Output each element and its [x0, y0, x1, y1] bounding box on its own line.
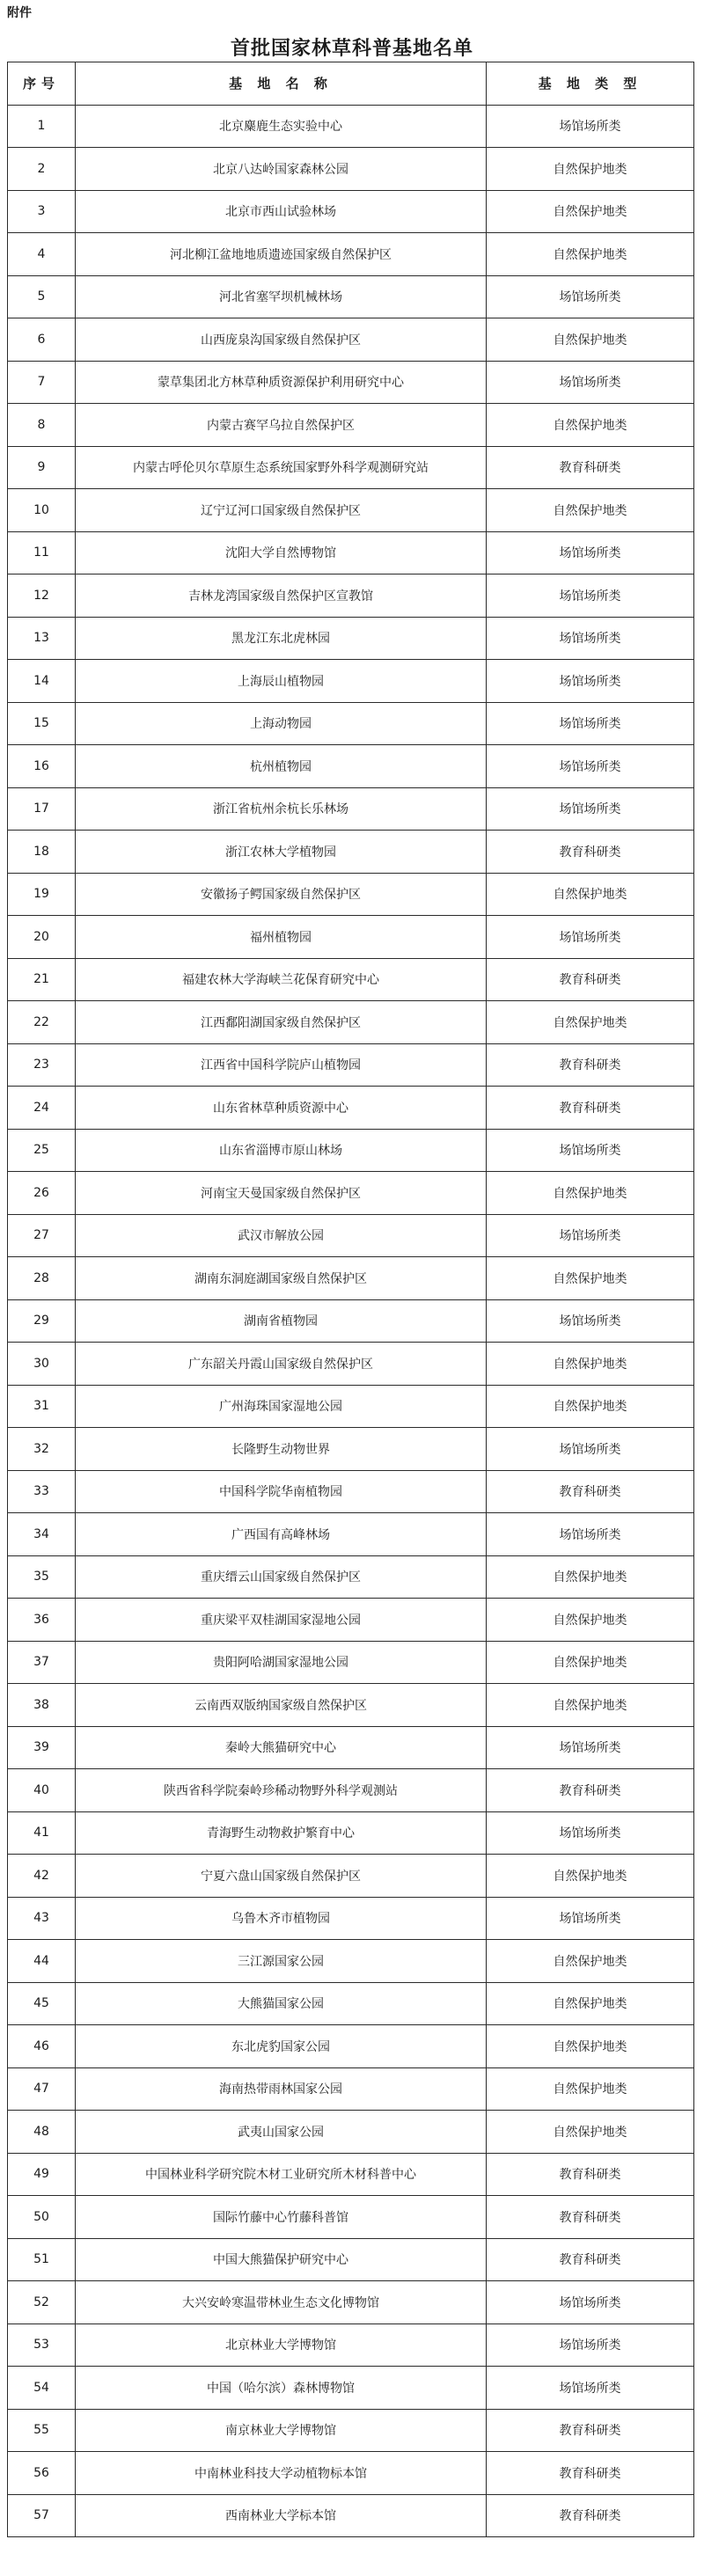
table-row	[8, 190, 694, 233]
row-base-name: 福州植物园	[76, 916, 487, 959]
table-row	[8, 1299, 694, 1343]
row-base-name: 中国林业科学研究院木材工业研究所木材科普中心	[76, 2153, 487, 2196]
row-index: 21	[8, 958, 76, 1001]
row-base-name: 蒙草集团北方林草种质资源保护利用研究中心	[76, 361, 487, 404]
row-index: 33	[8, 1470, 76, 1513]
row-base-type: 场馆场所类	[487, 702, 694, 745]
row-base-type: 教育科研类	[487, 2452, 694, 2495]
row-base-name: 国际竹藤中心竹藤科普馆	[76, 2196, 487, 2239]
table-row	[8, 2025, 694, 2068]
row-base-name: 安徽扬子鳄国家级自然保护区	[76, 873, 487, 916]
table-row	[8, 702, 694, 745]
row-index: 24	[8, 1087, 76, 1130]
row-index: 11	[8, 531, 76, 574]
row-index: 2	[8, 148, 76, 191]
row-base-type: 教育科研类	[487, 2409, 694, 2452]
table-row	[8, 2067, 694, 2111]
table-row	[8, 318, 694, 362]
row-index: 28	[8, 1257, 76, 1300]
table-row	[8, 1641, 694, 1684]
table-row	[8, 1940, 694, 1983]
row-base-name: 吉林龙湾国家级自然保护区宣教馆	[76, 574, 487, 618]
row-base-name: 三江源国家公园	[76, 1940, 487, 1983]
table-row	[8, 2153, 694, 2196]
row-base-name: 上海动物园	[76, 702, 487, 745]
row-index: 57	[8, 2494, 76, 2537]
row-base-name: 沈阳大学自然博物馆	[76, 531, 487, 574]
row-base-name: 武汉市解放公园	[76, 1214, 487, 1257]
row-index: 1	[8, 105, 76, 148]
row-base-name: 广州海珠国家湿地公园	[76, 1385, 487, 1428]
row-base-type: 自然保护地类	[487, 1172, 694, 1215]
row-index: 26	[8, 1172, 76, 1215]
row-index: 44	[8, 1940, 76, 1983]
row-index: 9	[8, 446, 76, 489]
row-base-name: 中国科学院华南植物园	[76, 1470, 487, 1513]
row-base-name: 中南林业科技大学动植物标本馆	[76, 2452, 487, 2495]
row-base-name: 浙江省杭州余杭长乐林场	[76, 787, 487, 831]
row-base-type: 教育科研类	[487, 2196, 694, 2239]
row-base-type: 场馆场所类	[487, 745, 694, 788]
header-index: 序号	[8, 62, 76, 106]
table-row	[8, 2196, 694, 2239]
row-base-name: 北京市西山试验林场	[76, 190, 487, 233]
table-row	[8, 1599, 694, 1642]
table-row	[8, 958, 694, 1001]
row-base-name: 乌鲁木齐市植物园	[76, 1897, 487, 1940]
row-base-name: 黑龙江东北虎林园	[76, 617, 487, 660]
row-base-name: 辽宁辽河口国家级自然保护区	[76, 489, 487, 532]
table-row	[8, 446, 694, 489]
row-index: 30	[8, 1343, 76, 1386]
row-index: 29	[8, 1299, 76, 1343]
table-row	[8, 105, 694, 148]
row-index: 39	[8, 1726, 76, 1769]
row-index: 46	[8, 2025, 76, 2068]
table-row	[8, 574, 694, 618]
table-row	[8, 745, 694, 788]
row-base-type: 自然保护地类	[487, 1343, 694, 1386]
table-row	[8, 2238, 694, 2281]
row-base-type: 自然保护地类	[487, 489, 694, 532]
row-base-type: 自然保护地类	[487, 1855, 694, 1898]
row-base-name: 浙江农林大学植物园	[76, 831, 487, 874]
row-base-name: 北京八达岭国家森林公园	[76, 148, 487, 191]
row-index: 31	[8, 1385, 76, 1428]
row-index: 17	[8, 787, 76, 831]
row-index: 53	[8, 2324, 76, 2367]
table-row	[8, 275, 694, 318]
row-index: 15	[8, 702, 76, 745]
row-base-type: 教育科研类	[487, 1087, 694, 1130]
row-base-name: 上海辰山植物园	[76, 660, 487, 703]
row-base-type: 场馆场所类	[487, 574, 694, 618]
table-row	[8, 148, 694, 191]
row-index: 34	[8, 1513, 76, 1556]
table-row	[8, 1214, 694, 1257]
row-base-name: 湖南东洞庭湖国家级自然保护区	[76, 1257, 487, 1300]
row-index: 27	[8, 1214, 76, 1257]
row-base-type: 自然保护地类	[487, 404, 694, 447]
row-index: 25	[8, 1129, 76, 1172]
row-base-type: 教育科研类	[487, 2153, 694, 2196]
row-base-type: 自然保护地类	[487, 2025, 694, 2068]
row-base-name: 南京林业大学博物馆	[76, 2409, 487, 2452]
row-index: 43	[8, 1897, 76, 1940]
row-index: 35	[8, 1555, 76, 1599]
table-row	[8, 787, 694, 831]
row-base-type: 自然保护地类	[487, 1385, 694, 1428]
row-base-type: 自然保护地类	[487, 873, 694, 916]
row-base-name: 福建农林大学海峡兰花保育研究中心	[76, 958, 487, 1001]
row-base-type: 教育科研类	[487, 2494, 694, 2537]
row-index: 45	[8, 1982, 76, 2025]
row-index: 55	[8, 2409, 76, 2452]
table-row	[8, 1043, 694, 1087]
row-base-type: 自然保护地类	[487, 1940, 694, 1983]
row-base-name: 广西国有高峰林场	[76, 1513, 487, 1556]
row-base-name: 山东省淄博市原山林场	[76, 1129, 487, 1172]
row-base-type: 自然保护地类	[487, 1982, 694, 2025]
table-row	[8, 233, 694, 276]
row-base-type: 场馆场所类	[487, 1726, 694, 1769]
row-base-name: 云南西双版纳国家级自然保护区	[76, 1684, 487, 1727]
table-row	[8, 2111, 694, 2154]
row-base-name: 长隆野生动物世界	[76, 1428, 487, 1471]
table-row	[8, 489, 694, 532]
row-base-type: 自然保护地类	[487, 1599, 694, 1642]
row-index: 20	[8, 916, 76, 959]
table-row	[8, 660, 694, 703]
row-base-type: 场馆场所类	[487, 1129, 694, 1172]
row-base-type: 自然保护地类	[487, 2067, 694, 2111]
row-index: 18	[8, 831, 76, 874]
row-base-type: 场馆场所类	[487, 787, 694, 831]
row-index: 54	[8, 2367, 76, 2410]
table-row	[8, 2367, 694, 2410]
row-index: 3	[8, 190, 76, 233]
row-index: 49	[8, 2153, 76, 2196]
row-base-type: 教育科研类	[487, 831, 694, 874]
row-base-name: 广东韶关丹霞山国家级自然保护区	[76, 1343, 487, 1386]
row-base-name: 杭州植物园	[76, 745, 487, 788]
row-base-name: 重庆梁平双桂湖国家湿地公园	[76, 1599, 487, 1642]
row-base-name: 内蒙古呼伦贝尔草原生态系统国家野外科学观测研究站	[76, 446, 487, 489]
row-base-type: 教育科研类	[487, 1043, 694, 1087]
row-index: 36	[8, 1599, 76, 1642]
table-row	[8, 1726, 694, 1769]
row-base-type: 自然保护地类	[487, 318, 694, 362]
row-base-type: 自然保护地类	[487, 1641, 694, 1684]
row-index: 32	[8, 1428, 76, 1471]
row-base-name: 海南热带雨林国家公园	[76, 2067, 487, 2111]
table-row	[8, 1897, 694, 1940]
document-title: 首批国家林草科普基地名单	[230, 37, 473, 60]
row-index: 37	[8, 1641, 76, 1684]
table-row	[8, 1087, 694, 1130]
row-base-type: 场馆场所类	[487, 2281, 694, 2324]
base-list-table	[7, 62, 694, 2537]
row-base-type: 场馆场所类	[487, 1897, 694, 1940]
row-base-type: 场馆场所类	[487, 1299, 694, 1343]
table-row	[8, 2324, 694, 2367]
row-index: 12	[8, 574, 76, 618]
table-row	[8, 361, 694, 404]
row-base-type: 场馆场所类	[487, 660, 694, 703]
table-body	[8, 105, 694, 2537]
row-base-type: 教育科研类	[487, 1470, 694, 1513]
row-base-name: 秦岭大熊猫研究中心	[76, 1726, 487, 1769]
table-row	[8, 1470, 694, 1513]
row-index: 41	[8, 1811, 76, 1855]
table-row	[8, 916, 694, 959]
table-row	[8, 1769, 694, 1812]
table-row	[8, 1001, 694, 1044]
row-base-type: 场馆场所类	[487, 105, 694, 148]
row-index: 47	[8, 2067, 76, 2111]
row-base-type: 教育科研类	[487, 958, 694, 1001]
row-base-type: 自然保护地类	[487, 190, 694, 233]
row-base-type: 场馆场所类	[487, 1428, 694, 1471]
table-row	[8, 2281, 694, 2324]
row-base-name: 内蒙古赛罕乌拉自然保护区	[76, 404, 487, 447]
row-index: 48	[8, 2111, 76, 2154]
row-index: 7	[8, 361, 76, 404]
row-base-type: 自然保护地类	[487, 148, 694, 191]
row-index: 19	[8, 873, 76, 916]
row-base-type: 场馆场所类	[487, 1513, 694, 1556]
table-row	[8, 404, 694, 447]
row-base-name: 河北柳江盆地地质遗迹国家级自然保护区	[76, 233, 487, 276]
table-row	[8, 2409, 694, 2452]
row-index: 16	[8, 745, 76, 788]
row-base-type: 自然保护地类	[487, 1001, 694, 1044]
row-index: 5	[8, 275, 76, 318]
header-type: 基 地 类 型	[487, 62, 694, 106]
row-base-name: 河南宝天曼国家级自然保护区	[76, 1172, 487, 1215]
row-base-type: 自然保护地类	[487, 2111, 694, 2154]
row-index: 4	[8, 233, 76, 276]
row-index: 50	[8, 2196, 76, 2239]
attachment-label: 附件	[7, 6, 32, 20]
row-index: 13	[8, 617, 76, 660]
row-index: 52	[8, 2281, 76, 2324]
row-base-type: 教育科研类	[487, 446, 694, 489]
row-base-type: 场馆场所类	[487, 617, 694, 660]
row-base-name: 湖南省植物园	[76, 1299, 487, 1343]
row-base-name: 江西省中国科学院庐山植物园	[76, 1043, 487, 1087]
row-base-name: 山东省林草种质资源中心	[76, 1087, 487, 1130]
row-base-name: 贵阳阿哈湖国家湿地公园	[76, 1641, 487, 1684]
row-index: 22	[8, 1001, 76, 1044]
table-row	[8, 831, 694, 874]
row-base-name: 大兴安岭寒温带林业生态文化博物馆	[76, 2281, 487, 2324]
row-index: 23	[8, 1043, 76, 1087]
row-base-name: 中国（哈尔滨）森林博物馆	[76, 2367, 487, 2410]
row-base-type: 自然保护地类	[487, 1555, 694, 1599]
row-index: 14	[8, 660, 76, 703]
table-row	[8, 1684, 694, 1727]
row-index: 10	[8, 489, 76, 532]
row-base-name: 河北省塞罕坝机械林场	[76, 275, 487, 318]
row-base-type: 场馆场所类	[487, 2324, 694, 2367]
table-row	[8, 1385, 694, 1428]
row-base-name: 重庆缙云山国家级自然保护区	[76, 1555, 487, 1599]
table-row	[8, 1428, 694, 1471]
row-base-type: 自然保护地类	[487, 1257, 694, 1300]
table-row	[8, 617, 694, 660]
table-row	[8, 1172, 694, 1215]
row-base-name: 东北虎豹国家公园	[76, 2025, 487, 2068]
table-row	[8, 2452, 694, 2495]
row-base-name: 大熊猫国家公园	[76, 1982, 487, 2025]
row-base-type: 场馆场所类	[487, 1811, 694, 1855]
row-base-type: 场馆场所类	[487, 275, 694, 318]
table-row	[8, 1513, 694, 1556]
header-name: 基 地 名 称	[76, 62, 487, 106]
row-base-type: 场馆场所类	[487, 916, 694, 959]
table-row	[8, 873, 694, 916]
row-base-name: 中国大熊猫保护研究中心	[76, 2238, 487, 2281]
row-base-type: 场馆场所类	[487, 2367, 694, 2410]
row-base-name: 北京麋鹿生态实验中心	[76, 105, 487, 148]
row-base-type: 教育科研类	[487, 1769, 694, 1812]
row-index: 56	[8, 2452, 76, 2495]
row-index: 51	[8, 2238, 76, 2281]
row-base-type: 场馆场所类	[487, 361, 694, 404]
row-base-name: 武夷山国家公园	[76, 2111, 487, 2154]
row-base-name: 北京林业大学博物馆	[76, 2324, 487, 2367]
table-row	[8, 1855, 694, 1898]
table-row	[8, 1129, 694, 1172]
table-row	[8, 1555, 694, 1599]
table-header-row	[8, 62, 694, 106]
table-row	[8, 1982, 694, 2025]
row-base-name: 西南林业大学标本馆	[76, 2494, 487, 2537]
row-base-name: 山西庞泉沟国家级自然保护区	[76, 318, 487, 362]
row-base-type: 自然保护地类	[487, 233, 694, 276]
row-index: 6	[8, 318, 76, 362]
row-base-name: 陕西省科学院秦岭珍稀动物野外科学观测站	[76, 1769, 487, 1812]
table-row	[8, 531, 694, 574]
table-row	[8, 1343, 694, 1386]
row-base-type: 教育科研类	[487, 2238, 694, 2281]
table-row	[8, 2494, 694, 2537]
row-base-type: 场馆场所类	[487, 1214, 694, 1257]
row-index: 8	[8, 404, 76, 447]
row-base-type: 自然保护地类	[487, 1684, 694, 1727]
row-base-type: 场馆场所类	[487, 531, 694, 574]
row-index: 40	[8, 1769, 76, 1812]
table-row	[8, 1811, 694, 1855]
row-base-name: 江西鄱阳湖国家级自然保护区	[76, 1001, 487, 1044]
row-index: 38	[8, 1684, 76, 1727]
row-index: 42	[8, 1855, 76, 1898]
row-base-name: 宁夏六盘山国家级自然保护区	[76, 1855, 487, 1898]
table-row	[8, 1257, 694, 1300]
row-base-name: 青海野生动物救护繁育中心	[76, 1811, 487, 1855]
